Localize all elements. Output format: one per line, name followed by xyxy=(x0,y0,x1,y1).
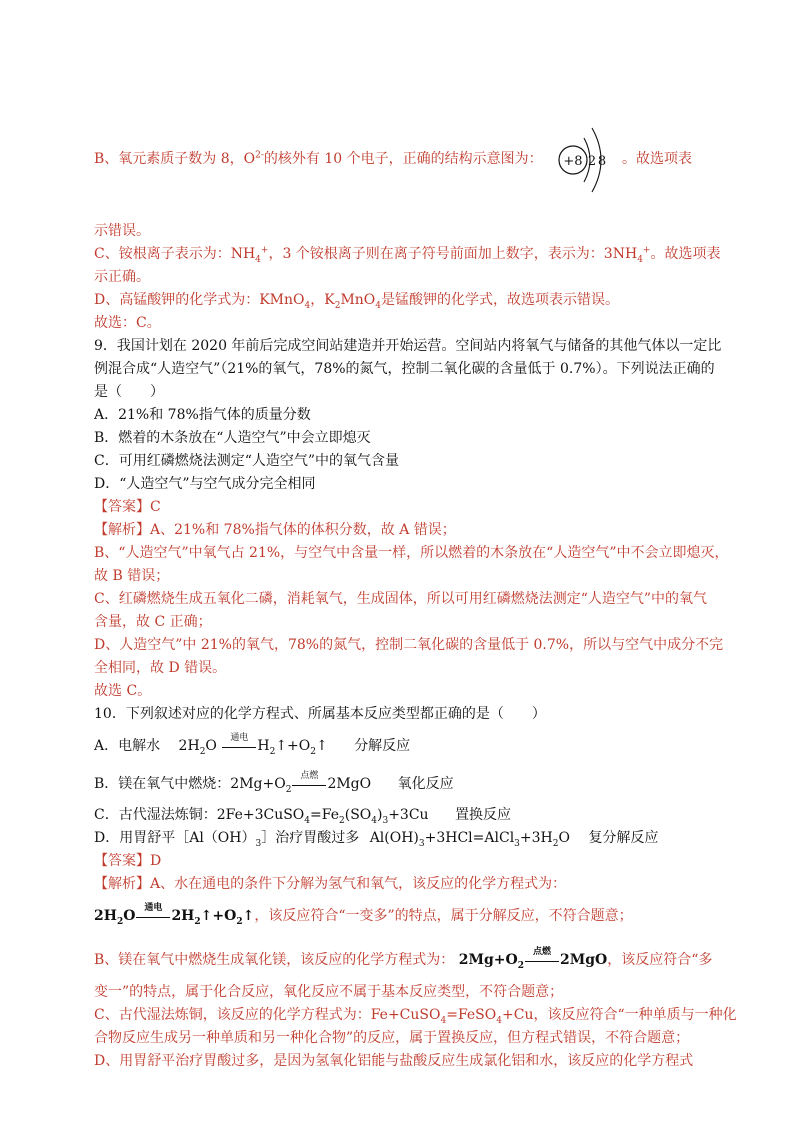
q9-analysis-line4: C、红磷燃烧生成五氧化二磷，消耗氧气，生成固体，所以可用红磷燃烧法测定“人造空气”中的氧气 xyxy=(94,591,708,607)
q8-option-c-line2: 示正确。 xyxy=(94,269,150,285)
q8-option-b-line xyxy=(94,150,543,168)
subscript: 2 xyxy=(194,916,201,927)
reaction-type: 复分解反应 xyxy=(588,830,659,846)
text: =FeSO xyxy=(446,1007,497,1023)
q9-stem-line1: 9．我国计划在 2020 年前后完成空间站建造并开始运营。空间站内将氧气与储备的其他气体以一定比 xyxy=(94,338,722,354)
text: =Fe xyxy=(310,807,339,823)
text: C、古代湿法炼铜，该反应的化学方程式为：Fe+CuSO xyxy=(94,1007,441,1023)
q9-analysis-line3: 故 B 错误； xyxy=(94,568,170,584)
text: H xyxy=(257,738,270,754)
text: O xyxy=(123,908,136,924)
shell2-label: 8 xyxy=(597,154,607,169)
reaction-type: 置换反应 xyxy=(455,807,512,823)
text: MnO xyxy=(340,292,376,308)
q9-option-a: A．21%和 78%指气体的质量分数 xyxy=(94,407,311,423)
q10-analysis-line2 xyxy=(94,903,633,927)
q10-analysis-line1: 【解析】A、水在通电的条件下分解为氢气和氧气，该反应的化学方程式为： xyxy=(94,876,567,892)
q9-option-d: D．“人造空气”与空气成分完全相同 xyxy=(94,476,316,492)
reaction-condition: 点燃 xyxy=(532,947,551,957)
reaction-type: 氧化反应 xyxy=(397,776,454,792)
text: ↑ xyxy=(242,908,255,924)
reaction-arrow xyxy=(136,903,170,921)
q9-analysis-line2: B、“人造空气”中氧气占 21%，与空气中含量一样，所以燃着的木条放在“人造空气”中不会立即熄灭， xyxy=(94,545,729,561)
subscript: 4 xyxy=(304,300,311,311)
superscript: 2- xyxy=(255,150,264,161)
text: +3Cu xyxy=(388,807,429,823)
text: ，K xyxy=(310,292,335,308)
subscript: 2 xyxy=(199,746,206,757)
equation-water-electrolysis xyxy=(94,903,255,927)
text: 2H xyxy=(171,908,195,924)
subscript: 2 xyxy=(310,746,316,757)
q9-answer: 【答案】C xyxy=(94,499,161,515)
q10-analysis-line6: 合物反应生成另一种单质和另一种化合物”的反应，属于置换反应，但方程式错误，不符合题意； xyxy=(94,1030,690,1046)
q8-choice: 故选：C。 xyxy=(94,315,161,331)
q8-option-d-line xyxy=(94,291,619,309)
q10-option-b xyxy=(94,771,454,795)
text: ］治疗胃酸过多 xyxy=(261,830,360,846)
superscript: + xyxy=(642,245,651,256)
q9-option-b: B．燃着的木条放在“人造空气”中会立即熄灭 xyxy=(94,430,371,446)
text: O xyxy=(205,738,217,754)
text: B、镁在氧气中燃烧生成氧化镁，该反应的化学方程式为： xyxy=(94,952,455,968)
q9-analysis-line6: D、人造空气”中 21%的氧气，78%的氮气，控制二氧化碳的含量低于 0.7%，所以与空气中成分不完 xyxy=(94,637,724,653)
q8-option-b-tail: 。故选项表 xyxy=(622,151,692,167)
text: (SO xyxy=(344,807,372,823)
q10-stem: 10．下列叙述对应的化学方程式、所属基本反应类型都正确的是（ ） xyxy=(94,706,546,722)
q10-analysis-line4: 变一”的特点，属于化合反应，氧化反应不属于基本反应类型，不符合题意； xyxy=(94,984,564,1000)
subscript: 3 xyxy=(514,838,520,849)
subscript: 2 xyxy=(334,300,341,311)
subscript: 4 xyxy=(255,254,261,265)
reaction-arrow xyxy=(222,733,256,751)
subscript: 4 xyxy=(440,1015,447,1026)
q9-stem-line2: 例混合成“人造空气”（21%的氧气，78%的氮气，控制二氧化碳的含量低于 0.7%）。下列说法正确的 xyxy=(94,361,715,377)
reaction-condition: 点燃 xyxy=(300,771,319,781)
reaction-arrow xyxy=(525,947,559,965)
q9-choice: 故选 C。 xyxy=(94,683,152,699)
oxygen-ion-structure-diagram xyxy=(556,118,616,202)
subscript: 2 xyxy=(236,916,243,927)
text: ) xyxy=(377,807,383,823)
text: ，3 个铵根离子则在离子符号前面加上数字，表示为：3NH xyxy=(268,246,638,262)
subscript: 2 xyxy=(116,916,124,927)
subscript: 2 xyxy=(269,746,276,757)
subscript: 3 xyxy=(255,838,262,849)
text: Al(OH) xyxy=(369,830,419,846)
reaction-condition: 通电 xyxy=(144,903,163,913)
shell1-label: 2 xyxy=(587,154,597,169)
text: ，该反应符合“一变多”的特点，属于分解反应，不符合题意； xyxy=(254,908,633,924)
text: +3HCl=AlCl xyxy=(424,830,515,846)
q10-analysis-line3 xyxy=(94,947,713,971)
text: C．古代湿法炼铜：2Fe+3CuSO xyxy=(94,807,305,823)
reaction-type: 分解反应 xyxy=(354,738,411,754)
text: O xyxy=(558,830,570,846)
subscript: 4 xyxy=(371,815,377,826)
subscript: 2 xyxy=(552,838,559,849)
q8-option-b-line2: 示错误。 xyxy=(94,223,150,239)
q9-analysis-line1: 【解析】A、21%和 78%指气体的体积分数，故 A 错误； xyxy=(94,522,456,538)
text: C、铵根离子表示为：NH xyxy=(94,246,256,262)
text: 。故选项表 xyxy=(650,246,721,262)
q10-analysis-line5 xyxy=(94,1006,737,1024)
text: D、高锰酸钾的化学式为：KMnO xyxy=(94,292,305,308)
subscript: 3 xyxy=(382,815,389,826)
text: B、氧元素质子数为 8，O xyxy=(94,151,256,167)
text: 的核外有 10 个电子，正确的结构示意图为： xyxy=(263,151,543,167)
nucleus-label: +8 xyxy=(563,154,583,169)
q9-analysis-line7: 全相同，故 D 错误。 xyxy=(94,660,227,676)
reaction-arrow xyxy=(292,771,326,789)
q9-analysis-line5: 含量，故 C 正确； xyxy=(94,614,212,630)
q10-option-c xyxy=(94,806,511,824)
subscript: 4 xyxy=(637,254,643,265)
q10-option-a xyxy=(94,733,411,757)
text: B．镁在氧气中燃烧：2Mg+O xyxy=(94,776,286,792)
q10-analysis-line7: D、用胃舒平治疗胃酸过多，是因为氢氧化铝能与盐酸反应生成氯化铝和水，该反应的化学方程式 xyxy=(94,1053,694,1069)
subscript: 4 xyxy=(304,815,311,826)
text: +Cu，该反应符合“一种单质与一种化 xyxy=(502,1007,737,1023)
text: ↑+O xyxy=(275,738,311,754)
text: ，该反应符合“多 xyxy=(607,952,713,968)
q9-option-c: C．可用红磷燃烧法测定“人造空气”中的氧气含量 xyxy=(94,453,400,469)
subscript: 2 xyxy=(339,815,345,826)
subscript: 4 xyxy=(496,1015,502,1026)
text: +3H xyxy=(519,830,553,846)
text: ↑ xyxy=(316,738,328,754)
q10-answer: 【答案】D xyxy=(94,853,162,869)
superscript: + xyxy=(260,245,269,256)
text: 是锰酸钾的化学式，故选项表示错误。 xyxy=(381,292,620,308)
text: D．用胃舒平［Al（OH） xyxy=(94,830,256,846)
q8-option-c-line xyxy=(94,245,720,263)
subscript: 2 xyxy=(517,960,524,971)
reaction-condition: 通电 xyxy=(230,733,249,743)
text: ↑+O xyxy=(200,908,237,924)
subscript: 4 xyxy=(375,300,382,311)
text: 2MgO xyxy=(327,776,372,792)
subscript: 3 xyxy=(418,838,425,849)
text: 2Mg+O xyxy=(458,952,518,968)
text: 2H xyxy=(94,908,117,924)
text: A．电解水 2H xyxy=(94,738,200,754)
equation-mg-combustion xyxy=(458,947,608,971)
subscript: 2 xyxy=(285,784,292,795)
q10-option-d xyxy=(94,829,658,847)
q9-stem-line3: 是（ ） xyxy=(94,384,164,400)
text: 2MgO xyxy=(559,952,608,968)
